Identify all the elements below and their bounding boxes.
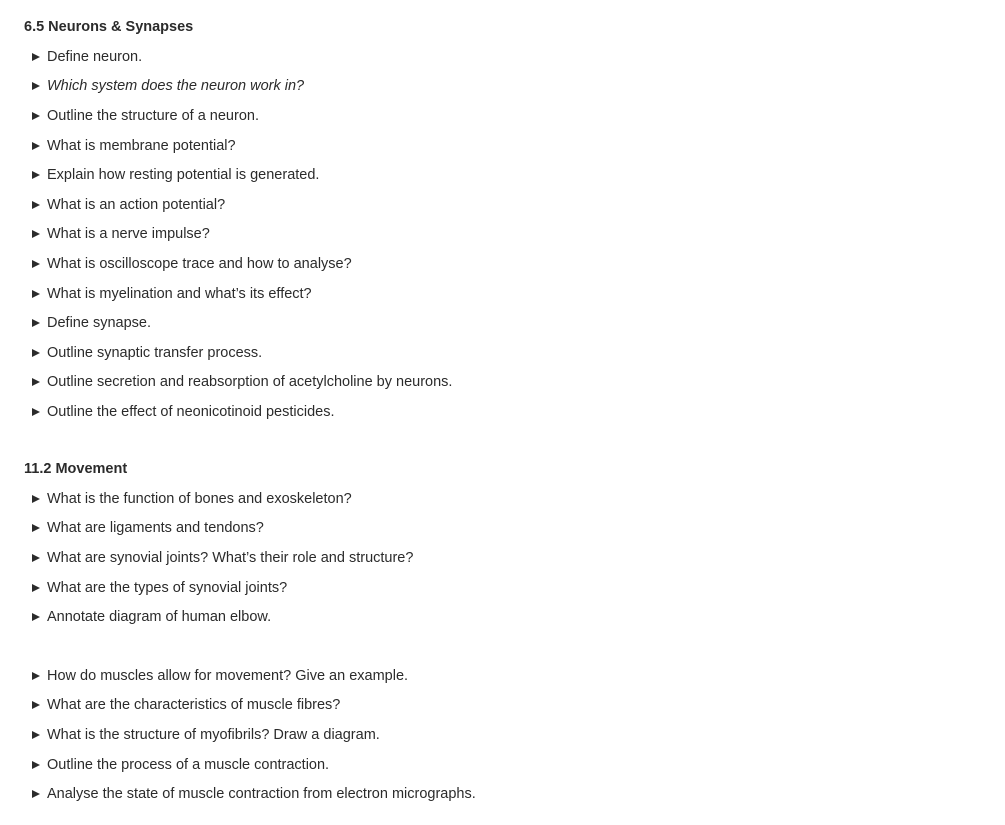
caret-right-icon[interactable]	[32, 495, 40, 503]
caret-right-icon[interactable]	[32, 584, 40, 592]
caret-right-icon[interactable]	[32, 230, 40, 238]
toggle-item[interactable]	[32, 279, 452, 309]
toggle-item[interactable]	[32, 338, 452, 368]
toggle-item-label: Annotate diagram of human elbow.	[47, 609, 272, 626]
caret-right-icon[interactable]	[32, 613, 40, 621]
caret-right-icon[interactable]	[32, 731, 40, 739]
toggle-item[interactable]	[32, 160, 452, 190]
toggle-item[interactable]	[32, 42, 452, 72]
toggle-item-label: Define neuron.	[47, 48, 143, 65]
caret-right-icon[interactable]	[32, 524, 40, 532]
section-heading-neurons-synapses: 6.5 Neurons & Synapses	[24, 19, 194, 35]
toggle-item-label: Which system does the neuron work in?	[47, 78, 305, 95]
caret-right-icon[interactable]	[32, 790, 40, 798]
section-heading-movement: 11.2 Movement	[24, 461, 128, 477]
toggle-item-label: Outline the structure of a neuron.	[47, 107, 259, 124]
toggle-item-label: What are ligaments and tendons?	[47, 520, 264, 537]
toggle-list-neurons-synapses	[32, 42, 452, 427]
caret-right-icon[interactable]	[32, 319, 40, 327]
toggle-item[interactable]	[32, 514, 413, 544]
caret-right-icon[interactable]	[32, 53, 40, 61]
toggle-item[interactable]	[32, 602, 413, 632]
caret-right-icon[interactable]	[32, 142, 40, 150]
toggle-item[interactable]	[32, 720, 476, 750]
toggle-item[interactable]	[32, 101, 452, 131]
toggle-item-label: What is membrane potential?	[47, 137, 236, 154]
caret-right-icon[interactable]	[32, 290, 40, 298]
toggle-item[interactable]	[32, 308, 452, 338]
toggle-item-label: What is the structure of myofibrils? Draw a diagram.	[47, 726, 380, 743]
toggle-item[interactable]	[32, 484, 413, 514]
caret-right-icon[interactable]	[32, 672, 40, 680]
toggle-item-label: What is the function of bones and exoskeleton?	[47, 490, 352, 507]
toggle-item-label: Outline secretion and reabsorption of acetylcholine by neurons.	[47, 374, 453, 391]
caret-right-icon[interactable]	[32, 701, 40, 709]
toggle-item-label: What are synovial joints? What’s their role and structure?	[47, 549, 414, 566]
caret-right-icon[interactable]	[32, 349, 40, 357]
toggle-list-muscles	[32, 661, 476, 809]
caret-right-icon[interactable]	[32, 378, 40, 386]
caret-right-icon[interactable]	[32, 408, 40, 416]
caret-right-icon[interactable]	[32, 112, 40, 120]
toggle-item-label: Explain how resting potential is generated.	[47, 167, 320, 184]
toggle-item-label: Analyse the state of muscle contraction from electron micrographs.	[47, 786, 476, 803]
toggle-item-label: What is an action potential?	[47, 196, 226, 213]
toggle-item-label: Outline the process of a muscle contraction.	[47, 756, 330, 773]
toggle-item[interactable]	[32, 397, 452, 427]
toggle-item-label: What is oscilloscope trace and how to analyse?	[47, 255, 352, 272]
toggle-item[interactable]	[32, 72, 452, 102]
toggle-item[interactable]	[32, 368, 452, 398]
caret-right-icon[interactable]	[32, 171, 40, 179]
caret-right-icon[interactable]	[32, 260, 40, 268]
toggle-item[interactable]	[32, 661, 476, 691]
toggle-item[interactable]	[32, 750, 476, 780]
caret-right-icon[interactable]	[32, 554, 40, 562]
toggle-item[interactable]	[32, 779, 476, 809]
toggle-item-label: Define synapse.	[47, 315, 151, 332]
toggle-item[interactable]	[32, 220, 452, 250]
toggle-item[interactable]	[32, 190, 452, 220]
toggle-item-label: What is myelination and what’s its effect?	[47, 285, 312, 302]
toggle-item[interactable]	[32, 691, 476, 721]
toggle-item-label: What is a nerve impulse?	[47, 226, 210, 243]
toggle-item-label: Outline the effect of neonicotinoid pesticides.	[47, 403, 335, 420]
toggle-item-label: What are the characteristics of muscle fibres?	[47, 697, 341, 714]
toggle-item[interactable]	[32, 543, 413, 573]
toggle-item[interactable]	[32, 131, 452, 161]
caret-right-icon[interactable]	[32, 82, 40, 90]
toggle-item-label: What are the types of synovial joints?	[47, 579, 288, 596]
toggle-item[interactable]	[32, 573, 413, 603]
toggle-item-label: How do muscles allow for movement? Give an example.	[47, 667, 409, 684]
caret-right-icon[interactable]	[32, 201, 40, 209]
toggle-item[interactable]	[32, 249, 452, 279]
toggle-item-label: Outline synaptic transfer process.	[47, 344, 263, 361]
toggle-list-movement	[32, 484, 413, 632]
caret-right-icon[interactable]	[32, 761, 40, 769]
